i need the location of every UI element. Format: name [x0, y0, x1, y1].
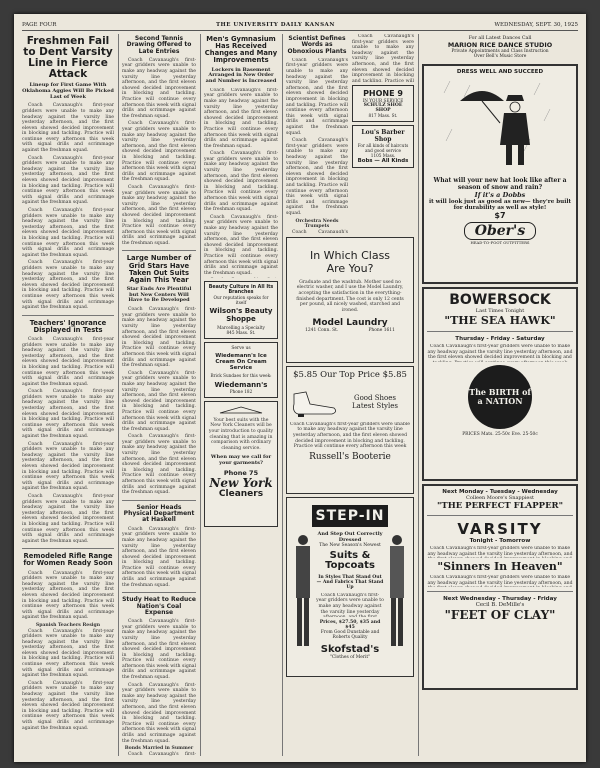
- varsity-line5: Cecil B. DeMille's: [475, 602, 525, 608]
- top-section: [286, 34, 414, 233]
- divider: [427, 331, 573, 332]
- man-figure-icon: [387, 532, 407, 652]
- barber-address: 1105 Mass.: [370, 153, 396, 158]
- laundry-name: Model Laundry: [312, 318, 388, 329]
- column-2: [122, 34, 196, 756]
- hanger-icon: [208, 405, 274, 415]
- phone9-address: 817 Mass. St.: [368, 113, 398, 118]
- article-paragraph: Coach Cavanaugh's first-year gridders were unable to make any headway against the varsity line yesterday afternoon, and the first eleven showed decided improvement in blocking and tackling. Practice will continue every afternoon this week with signal drills and scrimmage against the freshman squad.: [22, 155, 114, 206]
- gym-headline: Men's Gymnasium Has Received Changes and Many Improvements: [204, 35, 278, 65]
- wilson-beauty-ad: [204, 281, 278, 339]
- small-ads: [352, 34, 414, 233]
- stepin-body: Coach Cavanaugh's first-year gridders were unable to make any headway against the varsity line yesterday: [316, 592, 384, 615]
- article-body: [122, 307, 196, 496]
- grid-stars-headline: Large Number of Grid Stars Have Taken Out Suits Again This Year: [126, 254, 192, 284]
- wiedemann-name: Wiedemann's: [214, 380, 268, 389]
- article-paragraph: Coach Cavanaugh's first-year gridders were unable to make any headway against the varsity line yesterday afternoon, and the first eleven showed decided improvement in blocking and tackling. Practice will continue every afternoon this week with signal drills and scrimmage against the freshman squad.: [22, 103, 114, 154]
- marion-line1: For all Latest Dances Call: [468, 36, 532, 41]
- obers-ad: [422, 64, 578, 284]
- newyork-question: When may we call for your garments?: [210, 454, 272, 467]
- stepin-text: [316, 531, 384, 660]
- phone9-shop: SCHULZ SHOE SHOP: [363, 103, 403, 113]
- article-paragraph: Coach Cavanaugh's first-year gridders were unable to make any headway against the varsity line yesterday afternoon, and the first eleven showed decided improvement in blocking and tackling. Practice will continue every afternoon this week with signal drills and scrimmage against the freshman squad.: [22, 628, 114, 679]
- article-paragraph: Coach Cavanaugh's first-year gridders were unable to make any headway against the varsity line yesterday afternoon, and the first eleven showed decided improvement in blocking and tackling. Practice will continue every afternoon this week with signal drills and scrimmage against the freshman squad.: [204, 214, 278, 276]
- stepin-line6: From Good Dunstable and Roberts Quality: [320, 629, 380, 640]
- stepin-store: Skofstad's: [320, 643, 380, 655]
- barber-title: Lou's Barber Shop: [361, 129, 405, 143]
- russell-line2: Latest Styles: [352, 401, 398, 410]
- wilson-line1: Beauty Culture in All Its Branches: [208, 284, 274, 295]
- divider: [122, 500, 196, 501]
- divider: [427, 515, 573, 516]
- spanish-teachers-subhead: Spanish Teachers Resign: [35, 622, 101, 628]
- barber-ad: [352, 125, 414, 168]
- divider: [22, 315, 114, 316]
- article-body: [352, 34, 414, 82]
- bowersock-ad: [422, 287, 578, 481]
- barber-line1: For all kinds of haircuts and good service: [357, 143, 409, 153]
- marion-line2: Private Appointments and Class Instruction: [451, 49, 549, 54]
- column-rule: [282, 34, 283, 756]
- bowersock-line2: Thursday - Friday - Saturday: [455, 336, 545, 342]
- wiedemann-line1: Serve us: [231, 345, 251, 351]
- article-paragraph: Coach Cavanaugh's first-year gridders were unable to make any headway against the varsity line yesterday afternoon, and the first eleven showed decided improvement in blocking and tackling. Practice will continue every afternoon this week with signal drills and scrimmage against the freshman squad.: [286, 138, 348, 216]
- stepin-line4: In Styles That Stand Out — And Fabrics That Stand Up: [316, 574, 384, 590]
- article-paragraph: Coach Cavanaugh's first-year gridders were unable to make any headway against the varsity line yesterday afternoon, and the first eleven showed decided improvement in blocking and tackling. Practice will continue every afternoon this week with signal drills and scrimmage against the freshman squad.: [204, 87, 278, 149]
- page-number: PAGE FOUR: [22, 22, 57, 28]
- article-paragraph: Coach Cavanaugh's first-year gridders were unable to make any headway against the varsity line yesterday afternoon, and the first eleven showed decided improvement in blocking and tackling. Practice will continue every afternoon this week with signal drills and scrimmage against the freshman squad.: [122, 121, 196, 183]
- study-heat-headline: Study Heat to Reduce Nation's Coal Expense: [122, 596, 196, 616]
- article-body: [22, 337, 114, 544]
- scientist-headline: Scientist Defines Words as Obnoxious Plants: [287, 35, 347, 55]
- bowersock-body: Coach Cavanaugh's first-year gridders were unable to make any headway against the varsity line yesterday afternoon, and the first eleven showed decided improvement in blocking and: [427, 344, 573, 361]
- russell-name: Russell's Booterie: [309, 451, 391, 462]
- newyork-body: Your best suits with the New York Cleaners will be your introduction to quality cleaning that is amazing in comparison with ordinary cleaning service.: [208, 417, 274, 451]
- russell-line1: Good Shoes: [354, 393, 396, 402]
- varsity-line1: Next Monday - Tuesday - Wednesday: [442, 489, 558, 495]
- divider: [122, 250, 196, 251]
- wiedemann-line2: Wiedemann's Ice Cream On Cream Service: [215, 352, 267, 371]
- phone9-sub: IN YOUR SERVICE: [362, 98, 404, 103]
- marion-rice-ad: [422, 34, 578, 61]
- stepin-brand: STEP-IN: [312, 505, 388, 527]
- article-paragraph: Coach Cavanaugh's first-year gridders were unable to make any headway against the varsity line yesterday afternoon, and the first eleven showed decided improvement in blocking and tackling. Practice will continue every afternoon this week with signal drills and scrimmage against the freshman squad.: [22, 260, 114, 311]
- article-paragraph: Coach Cavanaugh's first-year gridders were unable to make any headway against the varsity line yesterday afternoon, and the first eleven showed decided improvement in blocking and tackling. Practice will continue every afternoon this week with signal drills and scrimmage against the freshman squad.: [122, 184, 196, 246]
- bowersock-prices: PRICES Mats. 25-50c Eve. 25-50c: [462, 432, 538, 437]
- freshmen-headline: Freshmen Fail to Dent Varsity Line in Fierce Attack: [23, 35, 113, 81]
- column-1: [22, 34, 114, 756]
- column-rule: [418, 34, 419, 756]
- article-paragraph: Coach Cavanaugh's first-year gridders were unable to make any headway against the varsity line yesterday afternoon, and the first eleven showed decided improvement in blocking and tackling. Practice will continue every afternoon this week with signal drills and scrimmage against the freshman squad.: [22, 680, 114, 731]
- article-paragraph: Coach Cavanaugh's first-year gridders were unable to make any headway against the varsity line yesterday afternoon, and the first eleven showed decided improvement in blocking and tackling. Practice will continue every afternoon this week with signal drills and scrimmage against the freshman squad.: [122, 619, 196, 681]
- laundry-body: Graduate and the washtub. Mother used no electric washer, and I use the Model Laundry, accepting the satisfaction in the everything-finished department. The cost is only 12 cents per pound, all nicely washed, starched and ironed.: [296, 279, 404, 313]
- new-york-cleaners-ad: [204, 401, 278, 527]
- article-paragraph: Coach Cavanaugh's first-year gridders were unable to make any headway against the varsity line yesterday afternoon, and the first eleven showed decided improvement in blocking and tackling. Practice will continue every afternoon this week with signal drills and scrimmage against the freshman squad.: [122, 370, 196, 432]
- ober-tag: HEAD-TO-FOOT OUTFITTERS: [470, 240, 530, 245]
- bowersock-name: BOWERSOCK: [449, 292, 551, 308]
- stepin-tag: "Clothes of Merit": [329, 654, 371, 660]
- divider: [22, 548, 114, 549]
- masthead: THE UNIVERSITY DAILY KANSAN: [215, 22, 335, 28]
- stepin-line2: The New Season's Newest: [319, 542, 381, 548]
- senior-heads-headline: Senior Heads Physical Department at Haskell: [123, 503, 195, 524]
- article-body: [286, 58, 348, 233]
- article-paragraph: Coach Cavanaugh's first-year gridders were unable to make any headway against the varsity line yesterday afternoon, and the first eleven showed decided improvement in blocking and tackling. Practice will continue every afternoon this week with signal drills and scrimmage against the freshman squad.: [204, 151, 278, 213]
- ober-line2: If it's a Dobbs: [474, 191, 526, 199]
- article-paragraph: Coach Cavanaugh's first-: [128, 751, 196, 756]
- varsity-line2: Colleen Moore's Snappiest: [466, 495, 534, 501]
- varsity-showtimes: Coach Cavanaugh's first-year gridders were unable to make any headway against the varsity line yesterday afternoon, and: [427, 575, 573, 586]
- page-date: WEDNESDAY, SEPT. 30, 1925: [494, 22, 578, 28]
- article-paragraph: Coach Cavanaugh's first-year gridders were unable to make any headway against the varsity line yesterday afternoon, and the first eleven showed decided improvement in blocking and tackling. Practice will continue every afternoon this week with signal drills and scrimmage against the freshman squad.: [122, 682, 196, 744]
- wilson-name: Wilson's Beauty Shoppe: [209, 306, 273, 323]
- russell-price: $5.85 Our Top Price $5.85: [293, 369, 407, 380]
- grid-stars-subhead: Star Ends Are Plentiful but New Centers Will Have to Be Developed: [126, 285, 192, 304]
- bowersock-line1: Last Times Tonight: [475, 308, 525, 314]
- bowersock-title: "THE SEA HAWK": [444, 314, 556, 327]
- scientist-article: [286, 34, 348, 233]
- step-in-ad: [286, 497, 414, 677]
- phone9-ad: [352, 85, 414, 122]
- laundry-address: 1241 Conn. St.: [305, 328, 339, 334]
- ober-line3: it will look just as good as new— they're built for durability as well as style!: [428, 199, 572, 211]
- article-paragraph: Coach Cavanaugh's first-year gridders were unable to make any headway against the varsity line yesterday afternoon, and the first eleven showed decided improvement in blocking and tackling. Practice will continue every afternoon this week with signal drills and scrimmage against the freshman squad.: [22, 336, 114, 387]
- varsity-title3: "FEET OF CLAY": [444, 608, 556, 622]
- man-figure-icon: [293, 532, 313, 652]
- rifle-range-headline: Remodeled Rifle Range for Women Ready Soon: [23, 552, 113, 568]
- newyork-brand1: New York: [209, 476, 273, 491]
- wiedemann-phone: Phone 182: [229, 388, 253, 394]
- birth-emblem: [427, 365, 573, 429]
- article-paragraph: Coach Cavanaugh's first-year gridders were unable to make any headway against the varsity line yesterday afternoon, and the first eleven showed decided improvement in blocking and tackling. Practice will continue every afternoon this week with signal drills and scrimmage against the freshman squad.: [122, 57, 196, 119]
- varsity-title2: "Sinners In Heaven": [437, 560, 563, 573]
- newyork-brand2: Cleaners: [218, 489, 264, 500]
- ober-line1: What will your new hat look like after a season of snow and rain?: [433, 177, 567, 191]
- varsity-line4: Next Wednesday - Thursday - Friday: [443, 596, 557, 602]
- column-rule: [200, 34, 201, 756]
- article-paragraph: Coach Cavanaugh's first-year gridders were unable to make any headway against the varsity line yesterday afternoon, and the first eleven showed decided improvement in blocking and tackling. Practice will continue every afternoon this week with signal drills and scrimmage against the freshman squad.: [22, 389, 114, 440]
- wiedemann-line3: Brick Sundaes for this week:: [210, 372, 272, 378]
- article-paragraph: Coach Cavanaugh's first-year gridders were unable to make any headway against the varsity line yesterday afternoon, and the first eleven showed decided improvement in blocking and tackling. Practice will continue every afternoon this week with signal drills and scrimmage against the freshman squad.: [22, 493, 114, 544]
- laundry-phone: Phone 1611: [368, 328, 395, 334]
- marion-line3: Over Bell's Music Store: [473, 54, 527, 59]
- wilson-line4: Marcelling a Specialty: [217, 324, 265, 330]
- article-paragraph: Coach Cavanaugh's: [292, 229, 348, 233]
- tennis-headline: Second Tennis Drawing Offered to Late Entries: [126, 35, 192, 55]
- russell-row: [290, 386, 410, 418]
- column-4: [286, 34, 414, 756]
- article-paragraph: Coach Cavanaugh's first-year gridders were unable to make any headway against the varsity line yesterday afternoon, and the first eleven showed decided improvement in blocking and tackling. Practice will continue every afternoon this week with signal drills and scrimmage against the freshman squad.: [22, 208, 114, 258]
- gym-subhead: Lockers in Basement Arranged in New Order and Number is Increased: [205, 66, 277, 84]
- phone9-title: PHONE 9: [363, 89, 403, 98]
- article-body: [122, 527, 196, 589]
- teachers-headline: Teachers' Ignorance Displayed in Tests: [29, 318, 107, 334]
- russells-booterie-ad: [286, 366, 414, 494]
- orchestra-subhead: Orchestra Needs Trumpets: [295, 218, 339, 230]
- bonds-subhead: Bonds Married in Summer: [124, 746, 194, 752]
- newyork-phone: Phone 75: [223, 469, 259, 478]
- varsity-line3: Tonight - Tomorrow: [469, 538, 531, 544]
- article-body: [204, 88, 278, 278]
- divider: [427, 591, 573, 592]
- article-paragraph: Coach Cavanaugh's first-year gridders were unable to make any headway against the varsity line yesterday afternoon, and the first eleven showed decided improvement in blocking and tackling. Practice will continue every afternoon this week with signal drills and scrimmage against the freshman squad.: [286, 57, 348, 136]
- shoe-icon: [290, 386, 340, 418]
- freshmen-subhead: Lineup for First Game With Oklahoma Aggies Will Be Picked Last of Week: [22, 82, 114, 100]
- laundry-contact: [290, 328, 410, 333]
- russell-text: [340, 394, 410, 410]
- article-body: [22, 103, 114, 310]
- stepin-line5: Prices, $27.50, $35 and $45: [319, 619, 381, 630]
- marion-title: MARION RICE DANCE STUDIO: [447, 41, 553, 49]
- article-paragraph: Coach Cavanaugh's first-year gridders were unable to make any headway against the varsity line yesterday afternoon, and the first eleven showed decided improvement in blocking and tackling. Practice will continue every afternoon this week with signal drills and scrimmage against the freshman squad.: [22, 441, 114, 492]
- article-body: [22, 571, 114, 732]
- barber-bobs: Bobs — All Kinds: [357, 158, 409, 164]
- article-paragraph: Coach Cavanaugh's first-year gridders were unable to make any headway against the varsity line yesterday afternoon, and the first eleven showed decided improvement in blocking and tackling. Practice will continue every afternoon this week with signal drills and scrimmage against the freshman squad.: [22, 570, 114, 621]
- birth-of-a-nation-logo: The BIRTH of a NATION: [468, 365, 532, 429]
- ober-price: $7: [494, 211, 506, 220]
- article-paragraph: Coach Cavanaugh's first-year gridders were unable to make any headway against the varsity line yesterday afternoon, and the first eleven showed decided improvement in blocking and tackling. Practice will continue every afternoon this week with signal drills and scrimmage against the freshman squad.: [122, 434, 196, 496]
- article-paragraph: Coach Cavanaugh's first-year gridders were unable to make any headway against the varsity line yesterday afternoon, and the first eleven showed decided improvement in blocking and tackling. Practice will continue every afternoon this week with signal drills and scrimmage against the freshman squad.: [122, 526, 196, 588]
- article-paragraph: Coach Cavanaugh's first-year gridders were unable to make any headway against the varsity line yesterday afternoon, and the first eleven showed decided improvement in blocking and tackling. Practice will: [352, 34, 414, 82]
- wilson-address: 845 Mass. St.: [226, 329, 256, 335]
- page-header: [22, 20, 578, 31]
- varsity-title1: "THE PERFECT FLAPPER": [436, 501, 564, 511]
- man-with-umbrella-icon: [440, 79, 560, 169]
- column-rule: [118, 34, 119, 756]
- model-laundry-ad: [286, 237, 414, 363]
- laundry-head2: Are You?: [326, 261, 374, 275]
- ober-brand: Ober's: [464, 222, 536, 240]
- article-paragraph: Coach Cavanaugh's first-year gridders were unable to make any headway against the varsity line yesterday afternoon, and the first eleven showed decided improvement in blocking and tackling. Practice will continue every afternoon this week with signal drills and scrimmage against the freshman squad.: [122, 307, 196, 369]
- article-body: [122, 619, 196, 756]
- stepin-line3: Suits & Topcoats: [325, 549, 375, 572]
- stepin-line1: And Step Out Correctly Dressed: [317, 530, 383, 543]
- laundry-head1: In Which Class: [309, 248, 391, 262]
- column-5: [422, 34, 578, 756]
- article-body: [122, 58, 196, 247]
- varsity-ad: [422, 484, 578, 690]
- varsity-body: Coach Cavanaugh's first-year gridders were unable to make any headway against the varsity line yesterday afternoon, and: [427, 546, 573, 557]
- varsity-name: VARSITY: [457, 520, 543, 538]
- wiedemann-ad: [204, 342, 278, 398]
- column-3: [204, 34, 278, 756]
- divider: [122, 592, 196, 593]
- russell-body: Coach Cavanaugh's first-year gridders were unable to make any headway against the varsity line yesterday afternoon, and the first eleven showed decided improvement in blocking and tackling. Practice will continue every afternoon this week: [290, 421, 410, 448]
- wilson-line2: Our reputation speaks for itself: [213, 294, 269, 305]
- ober-head: DRESS WELL AND SUCCEED: [456, 69, 544, 75]
- newspaper-page: [14, 14, 586, 762]
